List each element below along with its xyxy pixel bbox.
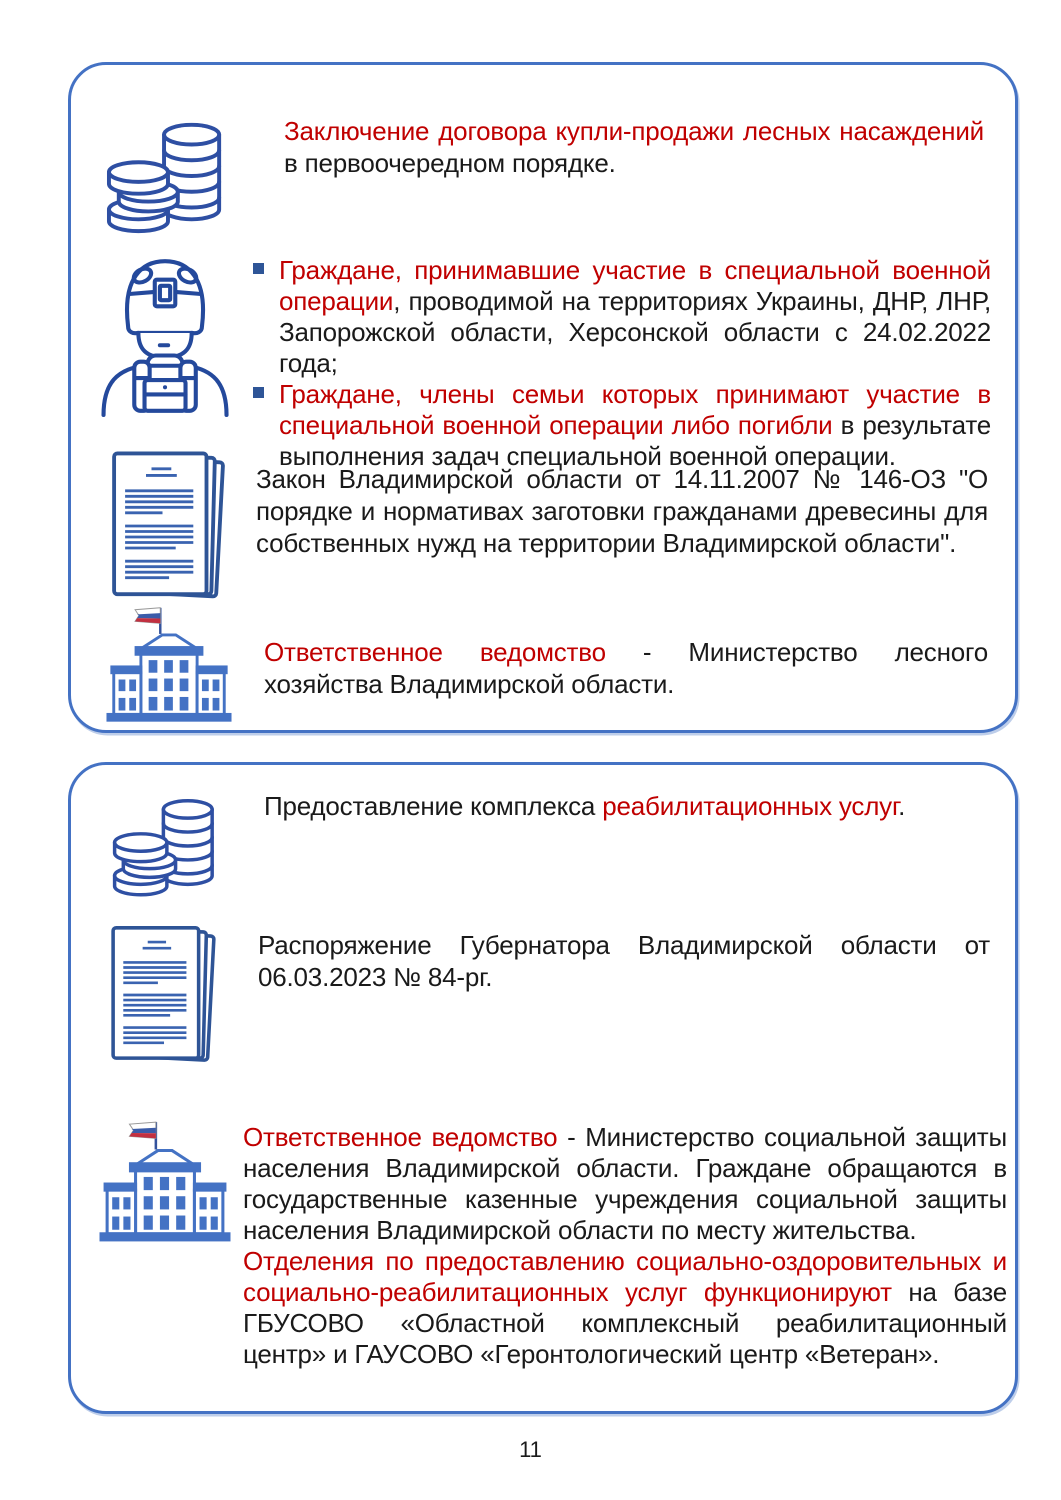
law-reference-text: Закон Владимирской области от 14.11.2007 № 146-ОЗ "О порядке и нормативах заготовки гражданами древесины для собственных нужд на территории Владимирской области".: [256, 464, 988, 558]
soldier-icon: [96, 253, 232, 417]
bullet-item-family: Граждане, члены семьи которых принимают участие в специальной военной операции либо погибли в результате выполнения задач специальной военной операции.: [251, 379, 991, 472]
responsible-ministry-social-block: [243, 1122, 1007, 1370]
building-icon: [106, 603, 232, 725]
svo-bullet-list: [251, 255, 991, 472]
documents-icon: [101, 449, 235, 603]
card-forest-benefit: [68, 62, 1018, 733]
governor-order-text: Распоряжение Губернатора Владимирской области от 06.03.2023 № 84-рг.: [258, 930, 990, 992]
benefit-title-text: Заключение договора купли-продажи лесных насаждений в первоочередном порядке.: [284, 116, 984, 178]
responsible-ministry-forest-text: Ответственное ведомство - Министерство лесного хозяйства Владимирской области.: [264, 637, 988, 699]
coins-icon: [106, 792, 226, 900]
documents-icon: [107, 923, 219, 1067]
card-rehabilitation-benefit: [68, 762, 1018, 1414]
page-number: 11: [519, 1437, 542, 1462]
rehab-departments-text: Отделения по предоставлению социально-оздоровительных и социально-реабилитационных услуг функционируют на базе ГБУСОВО «Областной комплексный реабилитационный центр» и ГАУСОВО «Геронтологический центр «Ветеран».: [243, 1246, 1007, 1369]
responsible-ministry-social-text: Ответственное ведомство - Министерство социальной защиты населения Владимирской области. Граждане обращаются в государственные казенные учреждения социальной защиты населения Владимирской области по месту жительства.: [243, 1122, 1007, 1245]
building-icon: [99, 1117, 231, 1245]
bullet-item-participants: Граждане, принимавшие участие в специальной военной операции, проводимой на территориях Украины, ДНР, ЛНР, Запорожской области, Херсонской области с 24.02.2022 года;: [251, 255, 991, 379]
rehab-title-text: Предоставление комплекса реабилитационных услуг.: [264, 791, 906, 821]
coins-icon: [101, 115, 233, 237]
